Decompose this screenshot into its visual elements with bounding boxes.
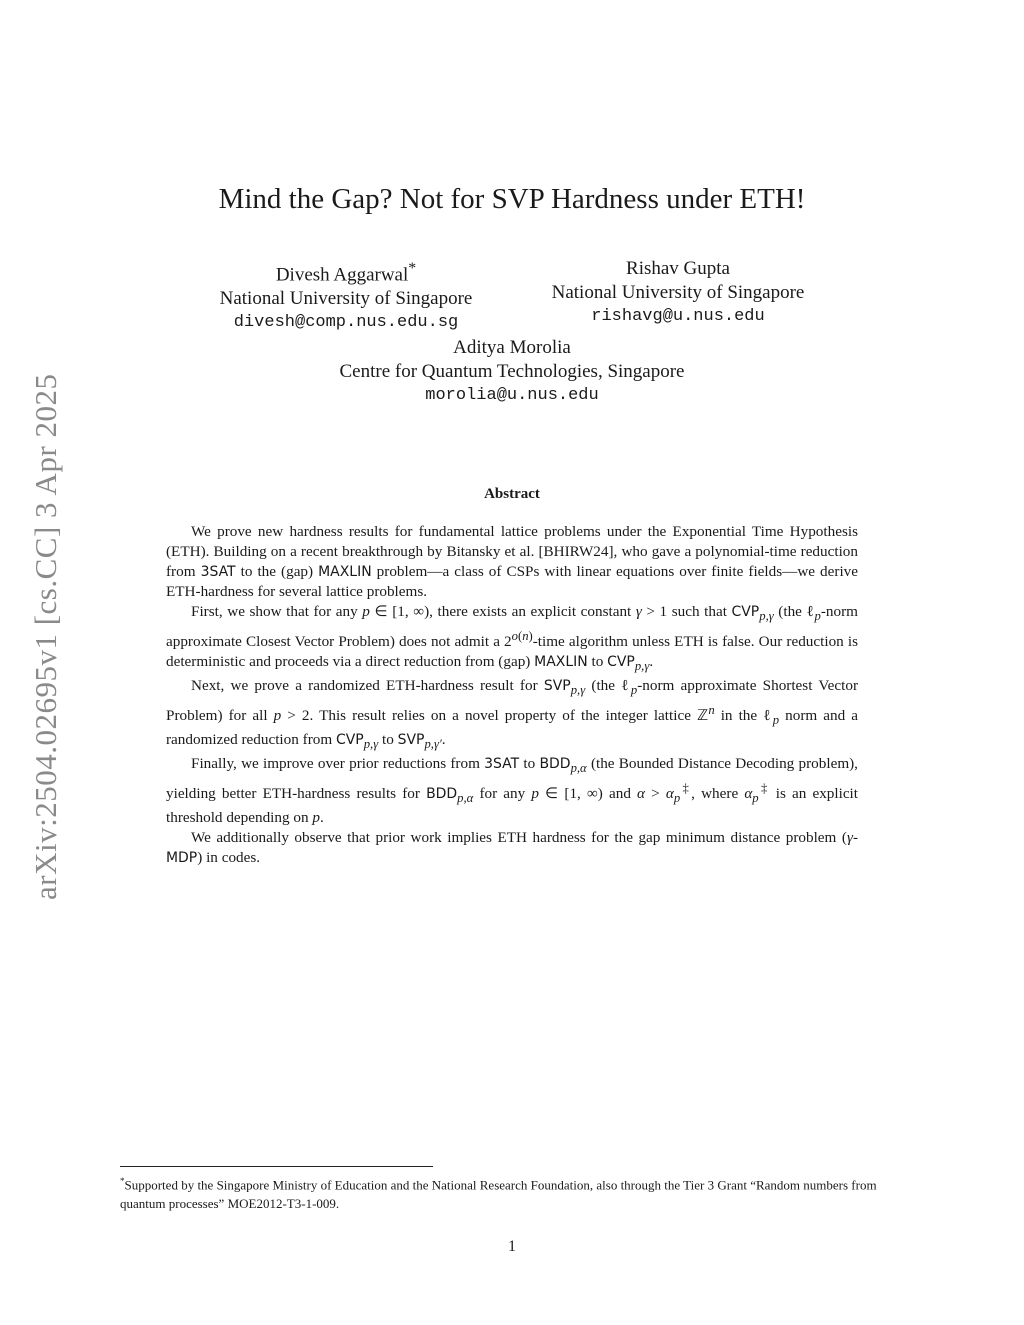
author-affiliation: Centre for Quantum Technologies, Singapore xyxy=(339,361,685,382)
paper-title: Mind the Gap? Not for SVP Hardness under ETH! xyxy=(218,183,806,215)
author-email[interactable]: rishavg@u.nus.edu xyxy=(591,307,765,326)
footnote-rule xyxy=(120,1166,433,1167)
abstract-heading: Abstract xyxy=(484,486,540,502)
abstract-body xyxy=(166,522,858,868)
abstract-paragraph-3: Next, we prove a randomized ETH-hardness result for $SVP_{p,\gamma}$ (the ℓ$_p$-norm approximate Shortest Vector Problem) for all p > 2. This result relies on a novel property of the integer lattice ℤ$^n$ in the ℓ$_p$ norm and a randomized reduction from $CVP_{p,\gamma}$ to $SVP_{p,\gamma'}$. xyxy=(166,677,858,752)
abstract-paragraph-2: First, we show that for any p ∈ [1, ∞), there exists an explicit constant γ > 1 such that $CVP_{p,\gamma}$ (the ℓ$_p$-norm approximate Closest Vector Problem) does not admit a $2^{o(n)}$-time algorithm unless ETH is false. Our reduction is deterministic and proceeds via a direct reduction from (gap) MAXLIN to $CVP_{p,\gamma}$. xyxy=(166,603,859,674)
abstract-paragraph-4: Finally, we improve over prior reductions from 3SAT to $BDD_{p,\alpha}$ (the Bounded Distance Decoding problem), yielding better ETH-hardness results for $BDD_{p,\alpha}$ for any p ∈ [1, ∞) and $\alpha > \alpha_p^\ddagger$, where $\alpha_p^\ddagger$ is an explicit threshold depending on p. xyxy=(166,755,858,827)
author-affiliation: National University of Singapore xyxy=(219,288,473,310)
arxiv-identifier-stamp: arXiv:2504.02695v1 [cs.CC] 3 Apr 2025 xyxy=(28,373,63,900)
author-name: Aditya Morolia xyxy=(453,337,571,358)
author-email[interactable]: divesh@comp.nus.edu.sg xyxy=(233,313,459,333)
page-number: 1 xyxy=(508,1238,516,1255)
author-name: Rishav Gupta xyxy=(626,258,730,279)
abstract-paragraph-1: We prove new hardness results for fundamental lattice problems under the Exponential Time Hypothesis (ETH). Building on a recent breakthrough by Bitansky et al. [BHIRW24], who gave a polynomial-time reduction from 3SAT to the (gap) MAXLIN problem—a class of CSPs with linear equations over finite fields—we derive ETH-hardness for several lattice problems. xyxy=(166,523,858,600)
author-block-3 xyxy=(262,336,762,408)
footnote: *Supported by the Singapore Ministry of Education and the National Research Foundation, also through the Tier 3 Grant “Random numbers from quantum processes” MOE2012-T3-1-009. xyxy=(120,1176,877,1212)
abstract-paragraph-5: We additionally observe that prior work implies ETH hardness for the gap minimum distance problem (γ-MDP) in codes. xyxy=(166,829,858,867)
author-block-2 xyxy=(518,257,838,329)
author-affiliation: National University of Singapore xyxy=(551,282,805,303)
author-block-1 xyxy=(186,257,506,335)
author-name: Divesh Aggarwal* xyxy=(275,260,417,286)
author-email[interactable]: morolia@u.nus.edu xyxy=(425,386,599,405)
